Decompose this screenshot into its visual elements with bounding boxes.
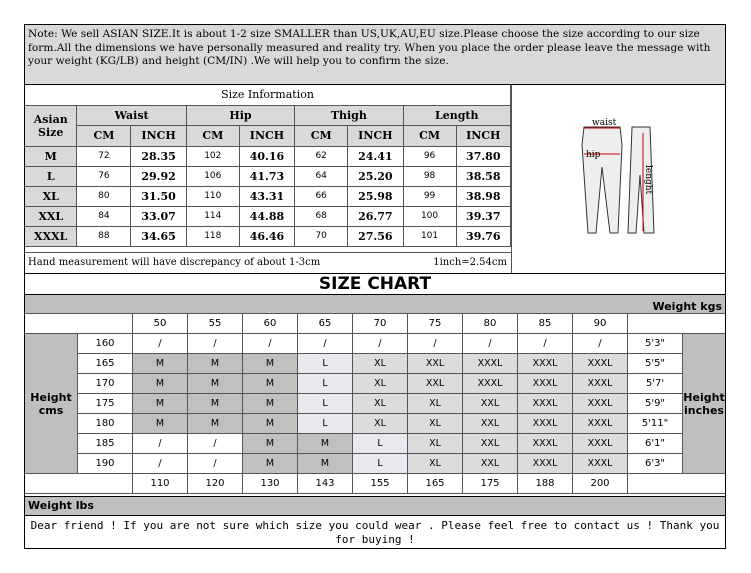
cm-value: 99 [403, 186, 456, 206]
cm-value: 64 [295, 166, 348, 186]
asian-size-header: Asian Size [25, 105, 77, 146]
inch-value: 41.73 [239, 166, 294, 186]
height-inch-value: 5'3" [628, 334, 683, 354]
size-cell: M [298, 454, 353, 474]
size-cell: / [188, 434, 243, 454]
cm-value: 118 [186, 226, 239, 246]
size-cell: XXL [408, 374, 463, 394]
size-cell: XXL [463, 394, 518, 414]
weight-lb-value: 110 [133, 474, 188, 494]
cm-value: 72 [77, 146, 131, 166]
length-diagram-label: lenght [643, 165, 653, 195]
weight-lb-value: 200 [573, 474, 628, 494]
size-cell: M [133, 414, 188, 434]
measurement-note-row [25, 252, 511, 273]
chart-row [25, 454, 725, 474]
hip-diagram-label: hip [586, 150, 601, 160]
size-label: M [25, 146, 77, 166]
inch-value: 46.46 [239, 226, 294, 246]
inch-conversion-note: 1inch=2.54cm [433, 257, 507, 268]
size-cell: XXXL [573, 394, 628, 414]
inch-value: 39.76 [456, 226, 510, 246]
cm-value: 96 [403, 146, 456, 166]
size-cell: M [133, 394, 188, 414]
waist-diagram-label: waist [592, 118, 617, 128]
size-cell: M [188, 394, 243, 414]
size-cell: XXL [408, 354, 463, 374]
size-chart-table [25, 313, 725, 494]
weight-kg-header: 60 [243, 314, 298, 334]
cm-value: 88 [77, 226, 131, 246]
size-cell: XXXL [518, 394, 573, 414]
size-cell: XL [408, 394, 463, 414]
size-cell: / [573, 334, 628, 354]
height-cm-value: 180 [78, 414, 133, 434]
size-row [25, 166, 511, 186]
unit-header: INCH [456, 125, 510, 146]
size-cell: XL [408, 434, 463, 454]
unit-header: CM [77, 125, 131, 146]
chart-row [25, 394, 725, 414]
size-information-table [25, 85, 511, 247]
size-guide [24, 24, 726, 549]
size-cell: M [243, 414, 298, 434]
size-row [25, 146, 511, 166]
size-cell: XXXL [573, 354, 628, 374]
height-cm-value: 175 [78, 394, 133, 414]
cm-value: 98 [403, 166, 456, 186]
weight-lb-value: 165 [408, 474, 463, 494]
size-cell: XL [408, 454, 463, 474]
size-cell: XL [353, 374, 408, 394]
inch-value: 44.88 [239, 206, 294, 226]
size-cell: L [298, 354, 353, 374]
footer-message: Dear friend ! If you are not sure which size you could wear . Please feel free to contact us ! Thank you for buying ! [25, 515, 725, 548]
size-cell: XXXL [463, 374, 518, 394]
height-inches-label: Height inches [683, 334, 726, 474]
height-cm-value: 170 [78, 374, 133, 394]
inch-value: 40.16 [239, 146, 294, 166]
size-info-title: Size Information [25, 85, 511, 105]
height-inch-value: 6'1" [628, 434, 683, 454]
size-cell: / [133, 334, 188, 354]
unit-header: CM [403, 125, 456, 146]
size-cell: L [353, 454, 408, 474]
cm-value: 76 [77, 166, 131, 186]
weight-kg-header: 90 [573, 314, 628, 334]
inch-value: 26.77 [348, 206, 403, 226]
inch-value: 34.65 [131, 226, 186, 246]
size-cell: XL [408, 414, 463, 434]
size-cell: XXXL [573, 434, 628, 454]
size-cell: XL [353, 394, 408, 414]
height-cms-label: Height cms [25, 334, 78, 474]
weight-lb-value: 175 [463, 474, 518, 494]
size-cell: XXXL [518, 414, 573, 434]
hip-header: Hip [186, 105, 294, 125]
size-cell: XXXL [518, 434, 573, 454]
size-row [25, 226, 511, 246]
size-label: XL [25, 186, 77, 206]
size-note: Note: We sell ASIAN SIZE.It is about 1-2 size SMALLER than US,UK,AU,EU size.Please choose the size according to our size form.All the dimensions we have personally measured and reality try. When you place the order please leave the message with your weight (KG/LB) and height (CM/IN) .We will help you to confirm the size. [25, 25, 725, 85]
chart-row [25, 414, 725, 434]
weight-kg-header: 65 [298, 314, 353, 334]
weight-kg-header: 70 [353, 314, 408, 334]
size-cell: XXXL [573, 374, 628, 394]
height-inch-value: 5'7' [628, 374, 683, 394]
weight-kg-header: 50 [133, 314, 188, 334]
size-cell: XXXL [518, 374, 573, 394]
size-cell: / [518, 334, 573, 354]
unit-header: INCH [239, 125, 294, 146]
inch-value: 43.31 [239, 186, 294, 206]
size-label: L [25, 166, 77, 186]
chart-row [25, 334, 725, 354]
cm-value: 110 [186, 186, 239, 206]
inch-value: 33.07 [131, 206, 186, 226]
unit-header: INCH [348, 125, 403, 146]
cm-value: 70 [295, 226, 348, 246]
weight-kg-header: 80 [463, 314, 518, 334]
size-cell: L [353, 434, 408, 454]
hand-measurement-note: Hand measurement will have discrepancy of about 1-3cm [28, 257, 321, 268]
size-cell: / [188, 454, 243, 474]
size-cell: M [188, 414, 243, 434]
size-label: XXL [25, 206, 77, 226]
length-header: Length [403, 105, 510, 125]
size-cell: / [133, 434, 188, 454]
weight-lb-value: 120 [188, 474, 243, 494]
thigh-header: Thigh [295, 105, 403, 125]
size-cell: XL [353, 414, 408, 434]
weight-lb-value: 155 [353, 474, 408, 494]
cm-value: 68 [295, 206, 348, 226]
height-inch-value: 5'11" [628, 414, 683, 434]
inch-value: 38.98 [456, 186, 510, 206]
weight-kgs-label: Weight kgs [25, 294, 725, 313]
size-cell: XXXL [463, 354, 518, 374]
size-cell: / [133, 454, 188, 474]
inch-value: 25.98 [348, 186, 403, 206]
chart-corner-cell [628, 474, 726, 494]
size-cell: M [243, 354, 298, 374]
size-cell: L [298, 374, 353, 394]
height-inch-value: 5'9" [628, 394, 683, 414]
chart-row [25, 434, 725, 454]
weight-kg-header: 75 [408, 314, 463, 334]
size-cell: M [298, 434, 353, 454]
size-cell: / [408, 334, 463, 354]
unit-header: INCH [131, 125, 186, 146]
weight-lb-value: 188 [518, 474, 573, 494]
size-cell: / [243, 334, 298, 354]
weight-lb-value: 143 [298, 474, 353, 494]
inch-value: 37.80 [456, 146, 510, 166]
cm-value: 100 [403, 206, 456, 226]
size-cell: L [298, 394, 353, 414]
height-cm-value: 165 [78, 354, 133, 374]
waist-header: Waist [77, 105, 186, 125]
height-cm-value: 190 [78, 454, 133, 474]
size-cell: XXXL [518, 354, 573, 374]
chart-corner-cell [25, 474, 133, 494]
cm-value: 62 [295, 146, 348, 166]
chart-corner-cell [628, 314, 726, 334]
size-cell: M [133, 354, 188, 374]
inch-value: 38.58 [456, 166, 510, 186]
size-row [25, 186, 511, 206]
size-cell: XXXL [573, 454, 628, 474]
cm-value: 114 [186, 206, 239, 226]
size-row [25, 206, 511, 226]
size-cell: XXXL [573, 414, 628, 434]
chart-corner-cell [25, 314, 133, 334]
weight-lbs-label: Weight lbs [25, 496, 725, 515]
cm-value: 106 [186, 166, 239, 186]
size-cell: XL [353, 354, 408, 374]
inch-value: 29.92 [131, 166, 186, 186]
inch-value: 39.37 [456, 206, 510, 226]
size-cell: M [243, 374, 298, 394]
cm-value: 84 [77, 206, 131, 226]
size-cell: M [243, 454, 298, 474]
size-cell: L [298, 414, 353, 434]
inch-value: 25.20 [348, 166, 403, 186]
cm-value: 66 [295, 186, 348, 206]
size-cell: M [133, 374, 188, 394]
size-chart-title: SIZE CHART [25, 273, 725, 294]
size-cell: / [353, 334, 408, 354]
chart-row [25, 354, 725, 374]
size-cell: M [188, 354, 243, 374]
cm-value: 80 [77, 186, 131, 206]
weight-kg-header: 85 [518, 314, 573, 334]
cm-value: 101 [403, 226, 456, 246]
chart-row [25, 374, 725, 394]
size-label: XXXL [25, 226, 77, 246]
size-cell: XXL [463, 454, 518, 474]
height-cm-value: 185 [78, 434, 133, 454]
weight-kg-header: 55 [188, 314, 243, 334]
inch-value: 24.41 [348, 146, 403, 166]
cm-value: 102 [186, 146, 239, 166]
size-cell: M [243, 434, 298, 454]
height-inch-value: 5'5" [628, 354, 683, 374]
height-cm-value: 160 [78, 334, 133, 354]
pants-diagram [511, 85, 725, 273]
pants-illustration [512, 85, 724, 271]
unit-header: CM [186, 125, 239, 146]
size-cell: / [463, 334, 518, 354]
size-cell: M [243, 394, 298, 414]
size-cell: XXXL [518, 454, 573, 474]
size-cell: M [188, 374, 243, 394]
inch-value: 28.35 [131, 146, 186, 166]
inch-value: 31.50 [131, 186, 186, 206]
unit-header: CM [295, 125, 348, 146]
weight-lb-value: 130 [243, 474, 298, 494]
size-cell: / [188, 334, 243, 354]
inch-value: 27.56 [348, 226, 403, 246]
size-cell: XXL [463, 414, 518, 434]
size-cell: / [298, 334, 353, 354]
size-cell: XXL [463, 434, 518, 454]
height-inch-value: 6'3" [628, 454, 683, 474]
